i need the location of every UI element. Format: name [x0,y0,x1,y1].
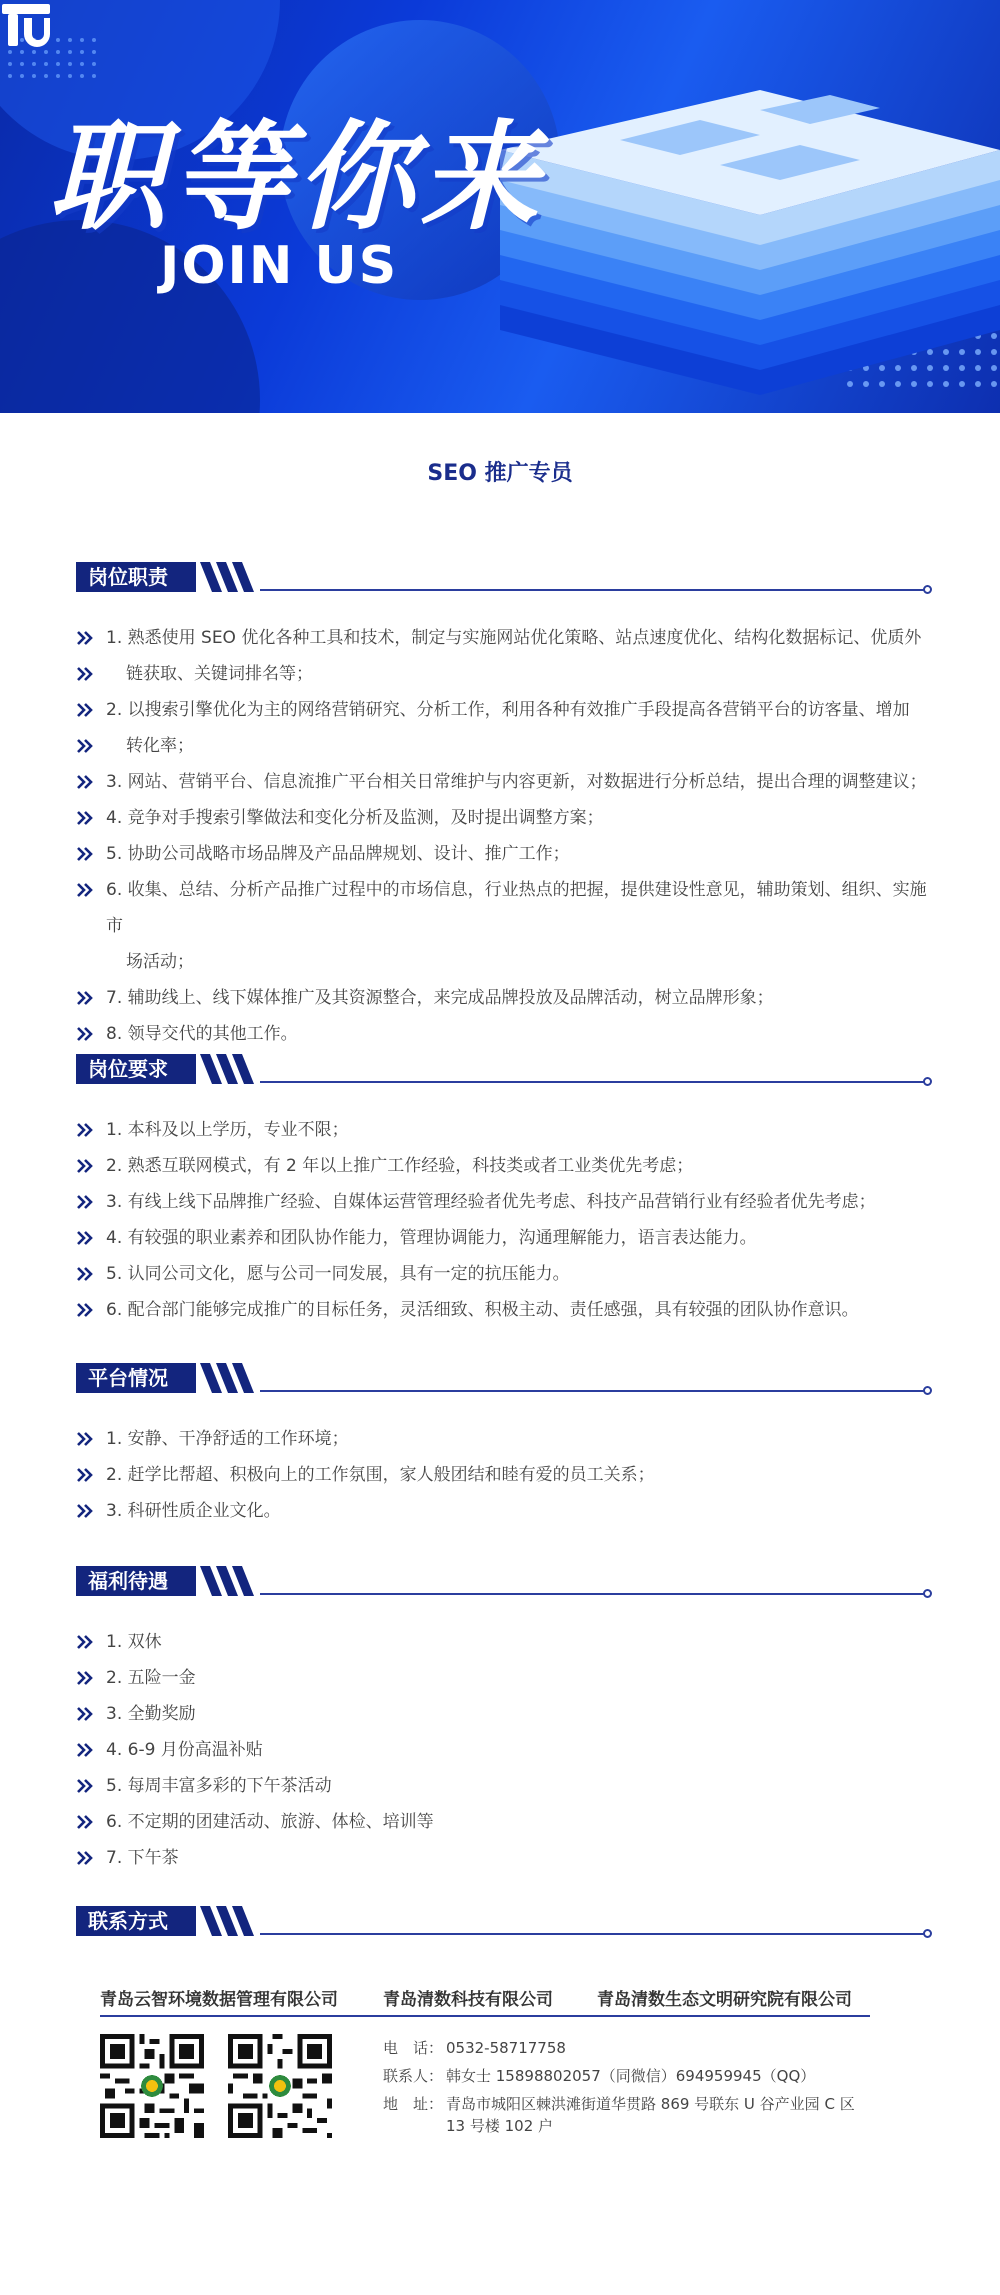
stripes-decoration [200,1363,260,1393]
address-line-2: 13 号楼 102 户 [446,2117,554,2135]
double-chevron-icon [76,980,94,1016]
list-item: 6. 不定期的团建活动、旅游、体检、培训等 [76,1804,932,1840]
phone-number[interactable]: 0532-58717758 [446,2039,566,2057]
list-item: 2. 五险一金 [76,1660,932,1696]
list-item: 3. 有线上线下品牌推广经验、自媒体运营管理经验者优先考虑、科技产品营销行业有经验者优先考虑； [76,1184,932,1220]
list-item: 转化率； [76,728,932,764]
list-item: 6. 收集、总结、分析产品推广过程中的市场信息，行业热点的把握，提供建设性意见，辅助策划、组织、实施市 [76,872,932,944]
section-header [76,1363,932,1393]
section-header [76,1906,932,1936]
list-item: 场活动； [126,952,194,972]
section-divider [260,1593,924,1595]
double-chevron-icon [76,1696,94,1732]
double-chevron-icon [76,620,94,656]
list-item: 1. 熟悉使用 SEO 优化各种工具和技术，制定与实施网站优化策略、站点速度优化、结构化数据标记、优质外 [76,620,932,656]
qr-code-image [228,2034,332,2138]
list-item: 4. 6-9 月份高温补贴 [76,1732,932,1768]
stripes-decoration [200,1906,260,1936]
list-item: 2. 以搜索引擎优化为主的网络营销研究、分析工作，利用各种有效推广手段提高各营销平台的访客量、增加 [76,692,932,728]
list-item: 4. 竞争对手搜索引擎做法和变化分析及监测，及时提出调整方案； [76,800,932,836]
double-chevron-icon [76,836,94,872]
banner-subtitle: JOIN US [160,236,399,296]
double-chevron-icon [76,1184,94,1220]
double-chevron-icon [76,1016,94,1052]
address-line-1: 青岛市城阳区棘洪滩街道华贯路 869 号联东 U 谷产业园 C 区 [446,2095,855,2113]
contact-phone: 电 话： 0532-58717758 [383,2039,566,2057]
double-chevron-icon [76,1840,94,1876]
double-chevron-icon [76,1493,94,1529]
section-contact [76,1906,932,1936]
stripes-decoration [200,1566,260,1596]
contact-person: 联系人： 韩女士 15898802057（同微信）694959945（QQ） [383,2067,816,2085]
double-chevron-icon [76,1148,94,1184]
company-name: 青岛云智环境数据管理有限公司 [100,1990,338,2010]
double-chevron-icon [76,1768,94,1804]
list-item: 1. 双休 [76,1624,932,1660]
section-title: 联系方式 [76,1906,196,1936]
duties-list [76,620,932,1052]
double-chevron-icon [76,1112,94,1148]
double-chevron-icon [76,728,94,764]
list-item: 5. 协助公司战略市场品牌及产品品牌规划、设计、推广工作； [76,836,932,872]
platform-list [76,1421,932,1529]
section-header [76,1566,932,1596]
requirements-list [76,1112,932,1328]
double-chevron-icon [76,1256,94,1292]
section-divider [260,1390,924,1392]
company-logo-icon [0,0,52,52]
hero-banner [0,0,1000,413]
double-chevron-icon [76,1457,94,1493]
section-divider [260,1081,924,1083]
list-item: 1. 本科及以上学历，专业不限； [76,1112,932,1148]
list-item: 8. 领导交代的其他工作。 [76,1016,932,1052]
stripes-decoration [200,562,260,592]
company-name: 青岛清数科技有限公司 [383,1990,553,2010]
list-item: 3. 科研性质企业文化。 [76,1493,932,1529]
list-item: 3. 网站、营销平台、信息流推广平台相关日常维护与内容更新，对数据进行分析总结，提出合理的调整建议； [76,764,932,800]
section-header [76,562,932,592]
section-title: 岗位职责 [76,562,196,592]
list-item: 2. 赶学比帮超、积极向上的工作氛围，家人般团结和睦有爱的员工关系； [76,1457,932,1493]
list-item: 6. 配合部门能够完成推广的目标任务，灵活细致、积极主动、责任感强，具有较强的团队协作意识。 [76,1292,932,1328]
contact-address: 地 址： 青岛市城阳区棘洪滩街道华贯路 869 号联东 U 谷产业园 C 区 [383,2095,855,2113]
double-chevron-icon [76,656,94,692]
section-benefits [76,1566,932,1876]
company-names [100,1985,870,2017]
double-chevron-icon [76,764,94,800]
double-chevron-icon [76,1732,94,1768]
section-requirements [76,1054,932,1328]
list-item: 7. 辅助线上、线下媒体推广及其资源整合，来完成品牌投放及品牌活动，树立品牌形象； [76,980,932,1016]
double-chevron-icon [76,1804,94,1840]
list-item: 5. 认同公司文化，愿与公司一同发展，具有一定的抗压能力。 [76,1256,932,1292]
benefits-list [76,1624,932,1876]
section-platform [76,1363,932,1529]
divider-end-dot [923,1077,932,1086]
job-title: SEO 推广专员 [427,461,573,486]
double-chevron-icon [76,872,94,908]
contact-address-cont [446,2115,553,2137]
double-chevron-icon [76,692,94,728]
company-name: 青岛清数生态文明研究院有限公司 [597,1990,852,2010]
list-item: 链获取、关键词排名等； [76,656,932,692]
double-chevron-icon [76,800,94,836]
divider-end-dot [923,585,932,594]
list-item: 2. 熟悉互联网模式，有 2 年以上推广工作经验，科技类或者工业类优先考虑； [76,1148,932,1184]
section-title: 福利待遇 [76,1566,196,1596]
divider-end-dot [923,1589,932,1598]
section-divider [260,1933,924,1935]
contact-person-value: 韩女士 15898802057（同微信）694959945（QQ） [446,2067,816,2085]
double-chevron-icon [76,1660,94,1696]
list-item: 7. 下午茶 [76,1840,932,1876]
list-item: 1. 安静、干净舒适的工作环境； [76,1421,932,1457]
section-divider [260,589,924,591]
double-chevron-icon [76,1220,94,1256]
banner-title: 职等你来 [48,108,545,246]
divider-end-dot [923,1929,932,1938]
double-chevron-icon [76,1421,94,1457]
double-chevron-icon [76,1292,94,1328]
stripes-decoration [200,1054,260,1084]
divider-end-dot [923,1386,932,1395]
section-duties [76,562,932,1052]
section-header [76,1054,932,1084]
list-item: 5. 每周丰富多彩的下午茶活动 [76,1768,932,1804]
section-title: 平台情况 [76,1363,196,1393]
list-item: 3. 全勤奖励 [76,1696,932,1732]
double-chevron-icon [76,1624,94,1660]
qr-code-image [100,2034,204,2138]
section-title: 岗位要求 [76,1054,196,1084]
list-item: 4. 有较强的职业素养和团队协作能力，管理协调能力，沟通理解能力，语言表达能力。 [76,1220,932,1256]
